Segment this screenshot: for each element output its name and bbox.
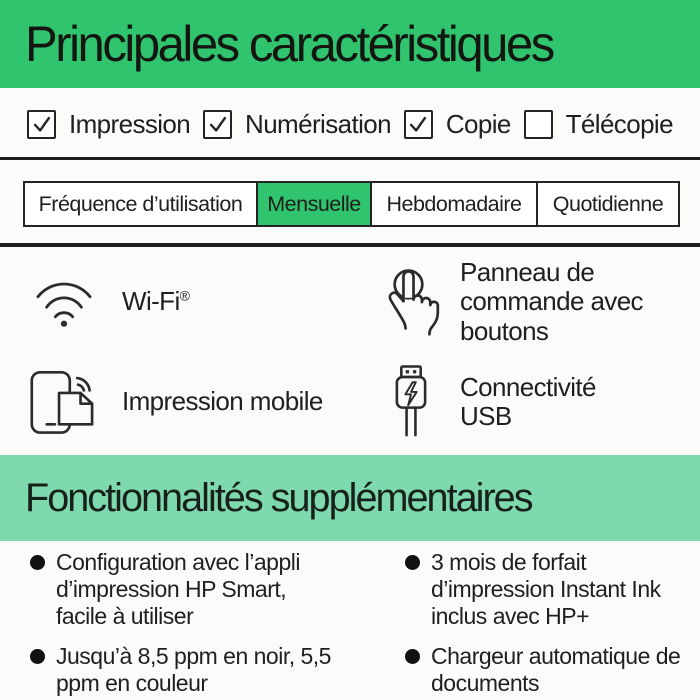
list-item: [30, 643, 332, 697]
feature-label: Connectivité USB: [460, 371, 596, 431]
wifi-icon: [24, 274, 104, 330]
capability-0[interactable]: [27, 109, 190, 140]
page-title: Principales caractéristiques: [25, 16, 553, 72]
capability-label: Numérisation: [245, 108, 391, 139]
feature-mobile-print: [0, 352, 358, 452]
frequency-option-2[interactable]: Quotidienne: [536, 183, 678, 225]
extras-list-left: [30, 549, 332, 700]
list-item: [405, 643, 687, 697]
frequency-label: Fréquence d’utilisation: [38, 191, 243, 216]
capability-label: Impression: [69, 108, 191, 139]
extras-title: Fonctionnalités supplémentaires: [25, 475, 532, 520]
mobile-print-icon: [24, 366, 104, 438]
capability-3[interactable]: [524, 109, 673, 140]
main-title-banner: [0, 0, 700, 88]
capability-1[interactable]: [203, 109, 391, 140]
feature-wifi: [0, 252, 358, 352]
bullet-dot-icon: [30, 649, 45, 664]
capability-label: Copie: [445, 108, 511, 139]
list-item: [30, 549, 332, 630]
capability-label: Télécopie: [565, 108, 673, 139]
bullet-dot-icon: [405, 649, 420, 664]
extras-title-banner: [0, 455, 700, 541]
extras-list-right: [405, 549, 687, 700]
registered-mark: ®: [179, 287, 190, 304]
checkbox-checked-icon[interactable]: [404, 110, 433, 139]
feature-button-panel: [358, 252, 700, 352]
frequency-option-1[interactable]: Hebdomadaire: [370, 183, 536, 225]
bullet-text: Configuration avec l’appli d’impression HP Smart, facile à utiliser: [56, 549, 300, 629]
button-panel-icon: [378, 263, 444, 341]
capability-2[interactable]: [404, 109, 511, 140]
features-grid: [0, 252, 700, 452]
checkbox-checked-icon[interactable]: [203, 110, 232, 139]
bullet-text: Jusqu’à 8,5 ppm en noir, 5,5 ppm en couleur: [56, 642, 331, 696]
usage-frequency-table: [23, 181, 680, 227]
bullet-dot-icon: [30, 555, 45, 570]
bullet-text: 3 mois de forfait d’impression Instant Ink inclus avec HP+: [431, 549, 661, 629]
bullet-text: Chargeur automatique de documents: [431, 642, 681, 696]
divider-line: [0, 243, 700, 247]
capabilities-row: [0, 100, 700, 148]
checkbox-checked-icon[interactable]: [27, 110, 56, 139]
feature-label: Wi-Fi®: [122, 286, 190, 317]
frequency-option-0[interactable]: Mensuelle: [256, 183, 370, 225]
feature-usb: [358, 352, 700, 452]
list-item: [405, 549, 687, 630]
feature-label: Panneau de commande avec boutons: [460, 257, 643, 346]
bullet-dot-icon: [405, 555, 420, 570]
divider-line: [0, 157, 700, 160]
feature-label: Impression mobile: [122, 386, 323, 417]
checkbox-unchecked-icon[interactable]: [524, 110, 553, 139]
usb-icon: [378, 363, 444, 441]
